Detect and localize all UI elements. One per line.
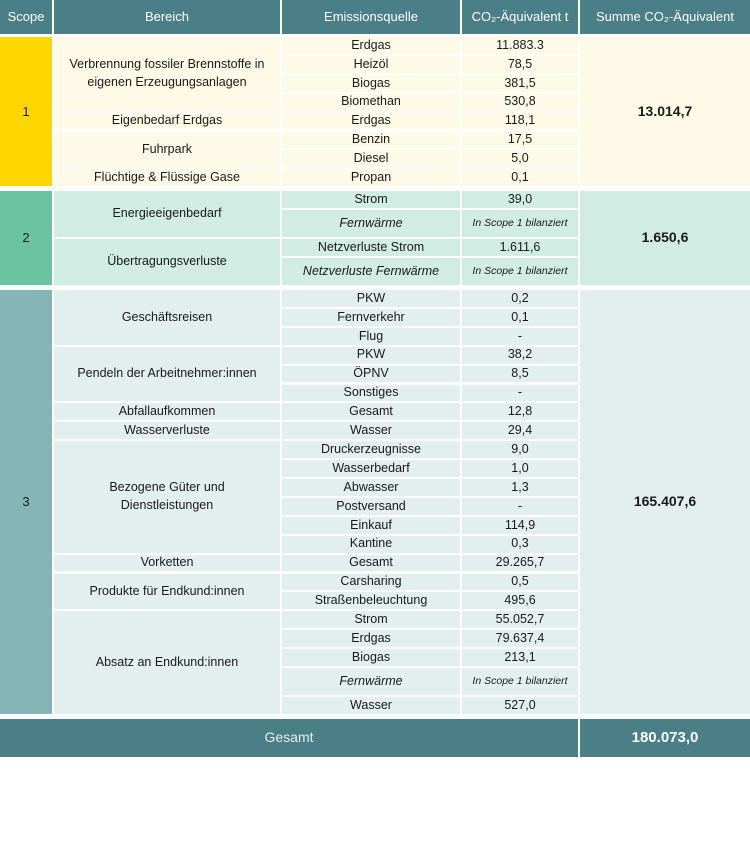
emission-value-cell: -: [462, 498, 578, 515]
emission-value-cell: 5,0: [462, 150, 578, 167]
emission-source-cell: Carsharing: [282, 574, 460, 591]
emission-value-cell: 0,1: [462, 169, 578, 186]
emission-source-cell: Strom: [282, 191, 460, 208]
emission-value-cell: 17,5: [462, 132, 578, 149]
emission-value-cell: 8,5: [462, 366, 578, 383]
area-cell: Verbrennung fossiler Brennstoffe in eigenen Erzeugungsanlagen: [54, 37, 280, 111]
emission-source-cell: Postversand: [282, 498, 460, 515]
scope-label-cell: 1: [0, 37, 52, 186]
emission-source-cell: PKW: [282, 290, 460, 307]
emission-source-cell: Fernwärme: [282, 668, 460, 695]
emission-value-cell: 213,1: [462, 649, 578, 666]
emission-source-cell: Heizöl: [282, 56, 460, 73]
area-cell: Eigenbedarf Erdgas: [54, 113, 280, 130]
area-cell: Bezogene Güter und Dienstleistungen: [54, 441, 280, 552]
emission-source-cell: Gesamt: [282, 555, 460, 572]
emission-value-cell: 1,3: [462, 479, 578, 496]
emission-value-cell: 381,5: [462, 75, 578, 92]
emission-value-cell: In Scope 1 bilanziert: [462, 668, 578, 695]
emission-source-cell: Wasser: [282, 697, 460, 714]
emission-source-cell: Benzin: [282, 132, 460, 149]
emission-value-cell: 0,3: [462, 536, 578, 553]
emission-source-cell: Wasserbedarf: [282, 460, 460, 477]
area-cell: Absatz an Endkund:innen: [54, 611, 280, 714]
emission-source-cell: Diesel: [282, 150, 460, 167]
area-cell: Wasserverluste: [54, 422, 280, 439]
emission-value-cell: 29.265,7: [462, 555, 578, 572]
emission-value-cell: 55.052,7: [462, 611, 578, 628]
emission-source-cell: Gesamt: [282, 403, 460, 420]
scope-label-cell: 2: [0, 191, 52, 285]
emission-value-cell: 0,2: [462, 290, 578, 307]
emission-value-cell: 12,8: [462, 403, 578, 420]
emission-source-cell: Druckerzeugnisse: [282, 441, 460, 458]
header-bereich: Bereich: [54, 0, 280, 34]
emission-source-cell: Netzverluste Strom: [282, 239, 460, 256]
emission-source-cell: ÖPNV: [282, 366, 460, 383]
area-cell: Flüchtige & Flüssige Gase: [54, 169, 280, 186]
header-quelle: Emissionsquelle: [282, 0, 460, 34]
emission-value-cell: 527,0: [462, 697, 578, 714]
emission-source-cell: Fernverkehr: [282, 309, 460, 326]
area-cell: Pendeln der Arbeitnehmer:innen: [54, 347, 280, 402]
emission-value-cell: 0,1: [462, 309, 578, 326]
emission-value-cell: 29,4: [462, 422, 578, 439]
emission-value-cell: In Scope 1 bilanziert: [462, 210, 578, 237]
emission-source-cell: Fernwärme: [282, 210, 460, 237]
emission-value-cell: 495,6: [462, 592, 578, 609]
area-cell: Vorketten: [54, 555, 280, 572]
emission-value-cell: In Scope 1 bilanziert: [462, 258, 578, 285]
emission-source-cell: Sonstiges: [282, 385, 460, 402]
emission-value-cell: 530,8: [462, 94, 578, 111]
emission-value-cell: 11.883.3: [462, 37, 578, 54]
scope-total-cell: 1.650,6: [580, 191, 750, 285]
emission-source-cell: Kantine: [282, 536, 460, 553]
emission-value-cell: -: [462, 385, 578, 402]
area-cell: Energieeigenbedarf: [54, 191, 280, 237]
emission-source-cell: Biomethan: [282, 94, 460, 111]
emission-source-cell: PKW: [282, 347, 460, 364]
emission-value-cell: 78,5: [462, 56, 578, 73]
header-wert: CO₂-Äquivalent t: [462, 0, 578, 34]
area-cell: Produkte für Endkund:innen: [54, 574, 280, 610]
emission-source-cell: Biogas: [282, 649, 460, 666]
emission-value-cell: 79.637,4: [462, 630, 578, 647]
emission-source-cell: Einkauf: [282, 517, 460, 534]
emission-source-cell: Netzverluste Fernwärme: [282, 258, 460, 285]
emission-source-cell: Erdgas: [282, 37, 460, 54]
emission-source-cell: Biogas: [282, 75, 460, 92]
footer-total: 180.073,0: [580, 719, 750, 757]
emission-value-cell: 39,0: [462, 191, 578, 208]
emission-value-cell: 1,0: [462, 460, 578, 477]
emission-value-cell: 118,1: [462, 113, 578, 130]
emission-source-cell: Erdgas: [282, 630, 460, 647]
header-summe: Summe CO₂-Äquivalent: [580, 0, 750, 34]
scope-label-cell: 3: [0, 290, 52, 714]
scope-total-cell: 13.014,7: [580, 37, 750, 186]
area-cell: Übertragungsverluste: [54, 239, 280, 285]
scope-total-cell: 165.407,6: [580, 290, 750, 714]
header-scope: Scope: [0, 0, 52, 34]
emission-source-cell: Strom: [282, 611, 460, 628]
emission-source-cell: Propan: [282, 169, 460, 186]
area-cell: Abfallaufkommen: [54, 403, 280, 420]
emission-source-cell: Erdgas: [282, 113, 460, 130]
emission-source-cell: Wasser: [282, 422, 460, 439]
emission-value-cell: -: [462, 328, 578, 345]
emission-value-cell: 114,9: [462, 517, 578, 534]
emission-value-cell: 0,5: [462, 574, 578, 591]
footer-label: Gesamt: [0, 719, 578, 757]
emission-source-cell: Straßenbeleuchtung: [282, 592, 460, 609]
emission-source-cell: Abwasser: [282, 479, 460, 496]
area-cell: Geschäftsreisen: [54, 290, 280, 345]
emission-source-cell: Flug: [282, 328, 460, 345]
emission-value-cell: 9,0: [462, 441, 578, 458]
area-cell: Fuhrpark: [54, 132, 280, 168]
emission-value-cell: 38,2: [462, 347, 578, 364]
emission-value-cell: 1.611,6: [462, 239, 578, 256]
